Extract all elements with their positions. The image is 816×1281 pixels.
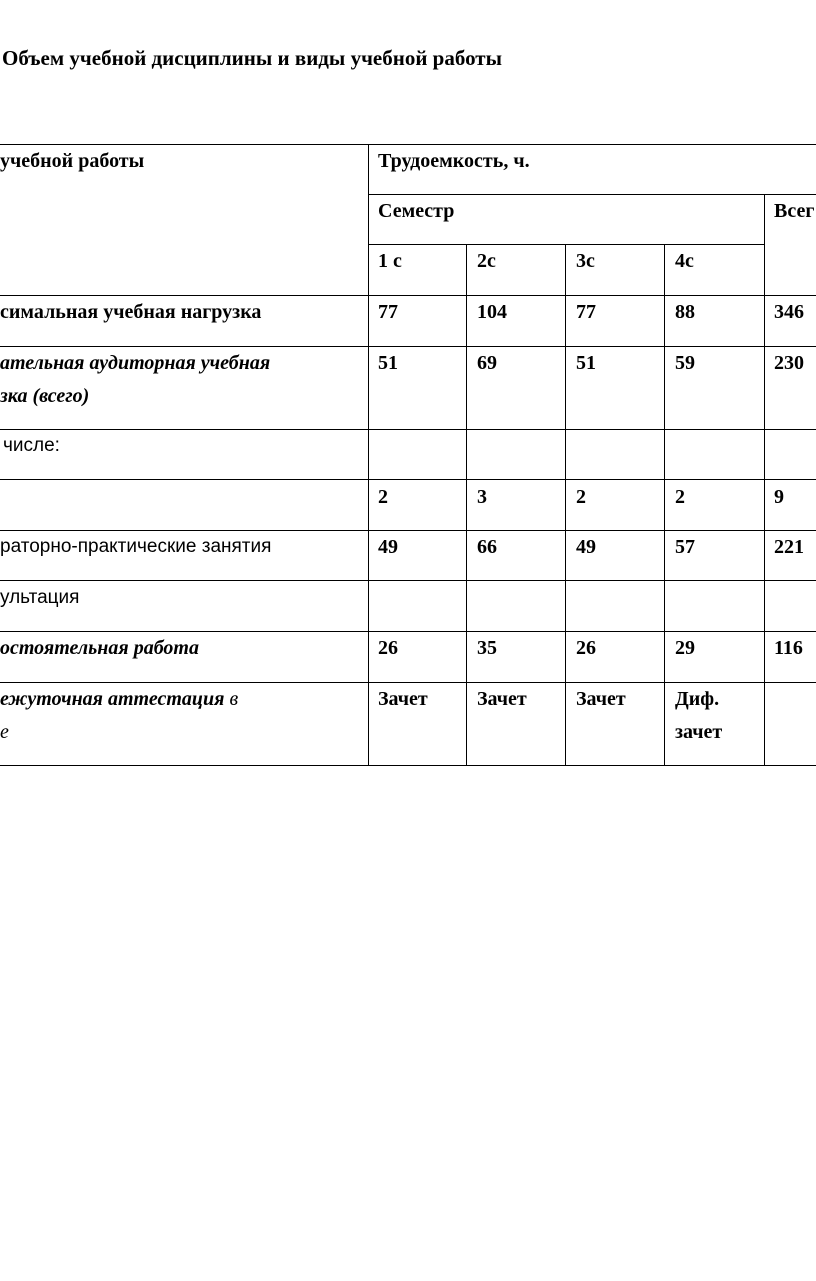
table-line	[0, 479, 816, 480]
page-title: Объем учебной дисциплины и виды учебной работы	[2, 46, 503, 70]
table-line	[466, 244, 467, 766]
cell-value: 29	[675, 637, 695, 659]
cell-value: 51	[378, 352, 398, 374]
cell-value: 51	[576, 352, 596, 374]
header-total: Всег	[774, 200, 815, 222]
cell-value: 230	[774, 352, 804, 374]
cell-value: 26	[378, 637, 398, 659]
cell-value: 221	[774, 536, 804, 558]
cell-value: 2	[675, 486, 685, 508]
row-label: ультация	[0, 587, 80, 608]
cell-value: Зачет	[576, 688, 626, 710]
cell-value: 35	[477, 637, 497, 659]
table-line	[0, 429, 816, 430]
row-label: остоятельная работа	[0, 637, 199, 659]
cell-value: 59	[675, 352, 695, 374]
cell-value: 77	[576, 301, 596, 323]
table-line	[0, 580, 816, 581]
row-label-bold: ежуточная аттестация	[0, 688, 225, 710]
header-work-type: учебной работы	[0, 150, 145, 172]
row-label: симальная учебная нагрузка	[0, 301, 262, 323]
row-label: раторно-практические занятия	[0, 536, 272, 557]
table-line	[0, 765, 816, 766]
header-semester-1: 1 с	[378, 250, 402, 272]
cell-value: 116	[774, 637, 803, 659]
cell-value: 57	[675, 536, 695, 558]
header-semester-2: 2с	[477, 250, 496, 272]
cell-value: 77	[378, 301, 398, 323]
cell-value: 88	[675, 301, 695, 323]
cell-value-line2: зачет	[675, 721, 723, 743]
cell-value: 104	[477, 301, 507, 323]
cell-value: 9	[774, 486, 784, 508]
table-line	[664, 244, 665, 766]
table-line	[368, 144, 369, 766]
table-line	[368, 244, 764, 245]
cell-value: 346	[774, 301, 804, 323]
cell-value: Зачет	[378, 688, 428, 710]
row-label-line2: е	[0, 721, 9, 743]
row-label	[0, 683, 238, 715]
cell-value: Зачет	[477, 688, 527, 710]
row-label: ательная аудиторная учебная	[0, 352, 271, 374]
cell-value: 49	[576, 536, 596, 558]
table-line	[764, 194, 765, 766]
cell-value: 2	[378, 486, 388, 508]
header-semester-3: 3с	[576, 250, 595, 272]
cell-value: 49	[378, 536, 398, 558]
cell-value: 66	[477, 536, 497, 558]
header-labor: Трудоемкость, ч.	[378, 150, 530, 172]
cell-value: 2	[576, 486, 586, 508]
row-label: числе:	[3, 435, 60, 456]
cell-value: 3	[477, 486, 487, 508]
table-line	[565, 244, 566, 766]
row-label-line2: зка (всего)	[0, 385, 90, 407]
header-semester: Семестр	[378, 200, 455, 222]
cell-value: 69	[477, 352, 497, 374]
header-semester-4: 4с	[675, 250, 694, 272]
cell-value: Диф.	[675, 688, 720, 710]
row-label-suffix: в	[224, 688, 239, 710]
cell-value: 26	[576, 637, 596, 659]
